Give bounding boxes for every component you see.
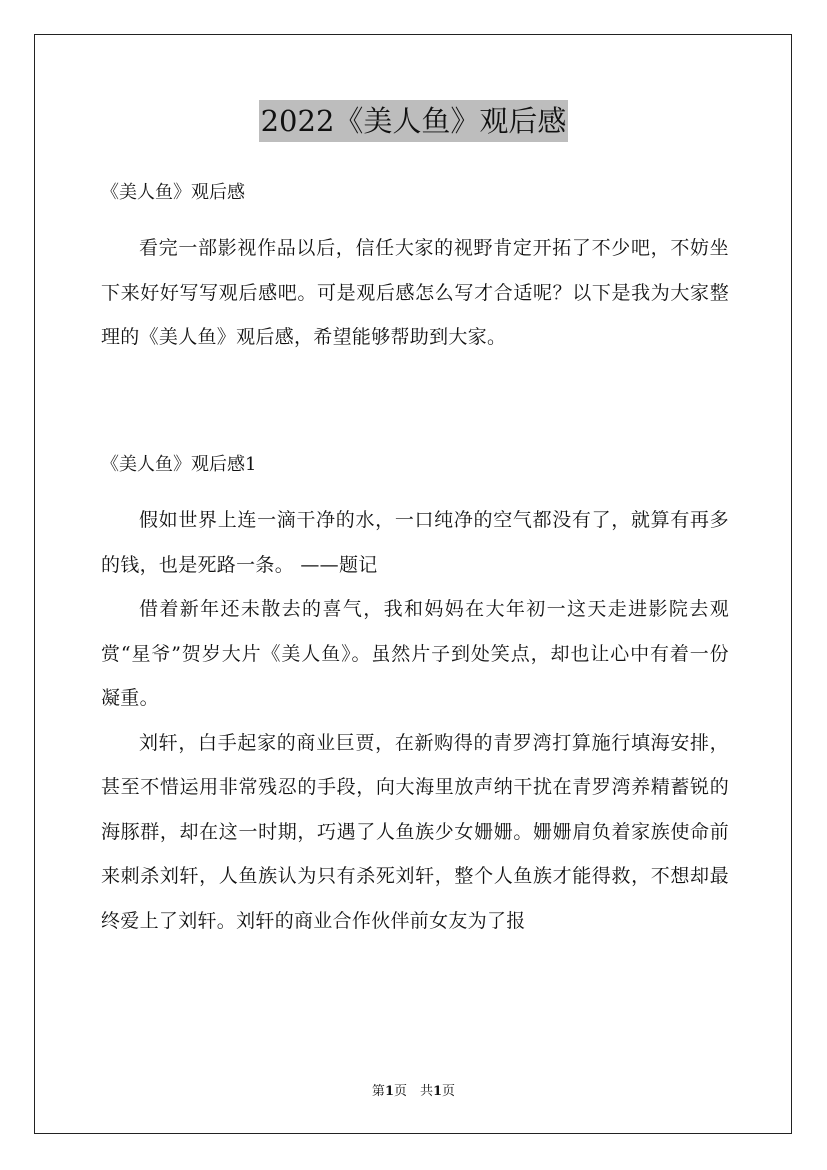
subheading-text: 《美人鱼》观后感: [101, 182, 245, 203]
footer-prefix: 第: [371, 1084, 385, 1099]
section1-heading-text: 《美人鱼》观后感1: [101, 454, 257, 475]
paragraph-1: 假如世界上连一滴干净的水，一口纯净的空气都没有了，就算有再多的钱，也是死路一条。 ——题记: [101, 509, 729, 576]
paragraph-3: 刘轩，白手起家的商业巨贾，在新购得的青罗湾打算施行填海安排，甚至不惜运用非常残忍的手段，向大海里放声纳干扰在青罗湾养精蓄锐的海豚群，却在这一时期，巧遇了人鱼族少女姗姗。姗姗肩负着家族使命前来刺杀刘轩，人鱼族认为只有杀死刘轩，整个人鱼族才能得救，不想却最终爱上了刘轩。刘轩的商业合作伙伴前女友为了报: [101, 731, 729, 932]
subheading: [101, 181, 729, 205]
footer-total-pages: 1: [433, 1084, 443, 1099]
section1-heading: [101, 453, 729, 477]
page-footer: [0, 1083, 827, 1101]
paragraph-2: 借着新年还未散去的喜气，我和妈妈在大年初一这天走进影院去观赏“星爷”贺岁大片《美人鱼》。虽然片子到处笑点，却也让心中有着一份凝重。: [101, 598, 729, 709]
intro-paragraph: 看完一部影视作品以后，信任大家的视野肯定开拓了不少吧，不妨坐下来好好写写观后感吧。可是观后感怎么写才合适呢？以下是我为大家整理的《美人鱼》观后感，希望能够帮助到大家。: [101, 237, 729, 348]
footer-page-number: 1: [384, 1084, 394, 1099]
footer-suffix: 页: [442, 1084, 456, 1099]
footer-mid: 页 共: [393, 1084, 433, 1099]
section1-body: [101, 498, 729, 943]
intro-block: [101, 226, 729, 360]
document-title: 2022《美人鱼》观后感: [259, 100, 569, 142]
title-container: [0, 100, 827, 142]
